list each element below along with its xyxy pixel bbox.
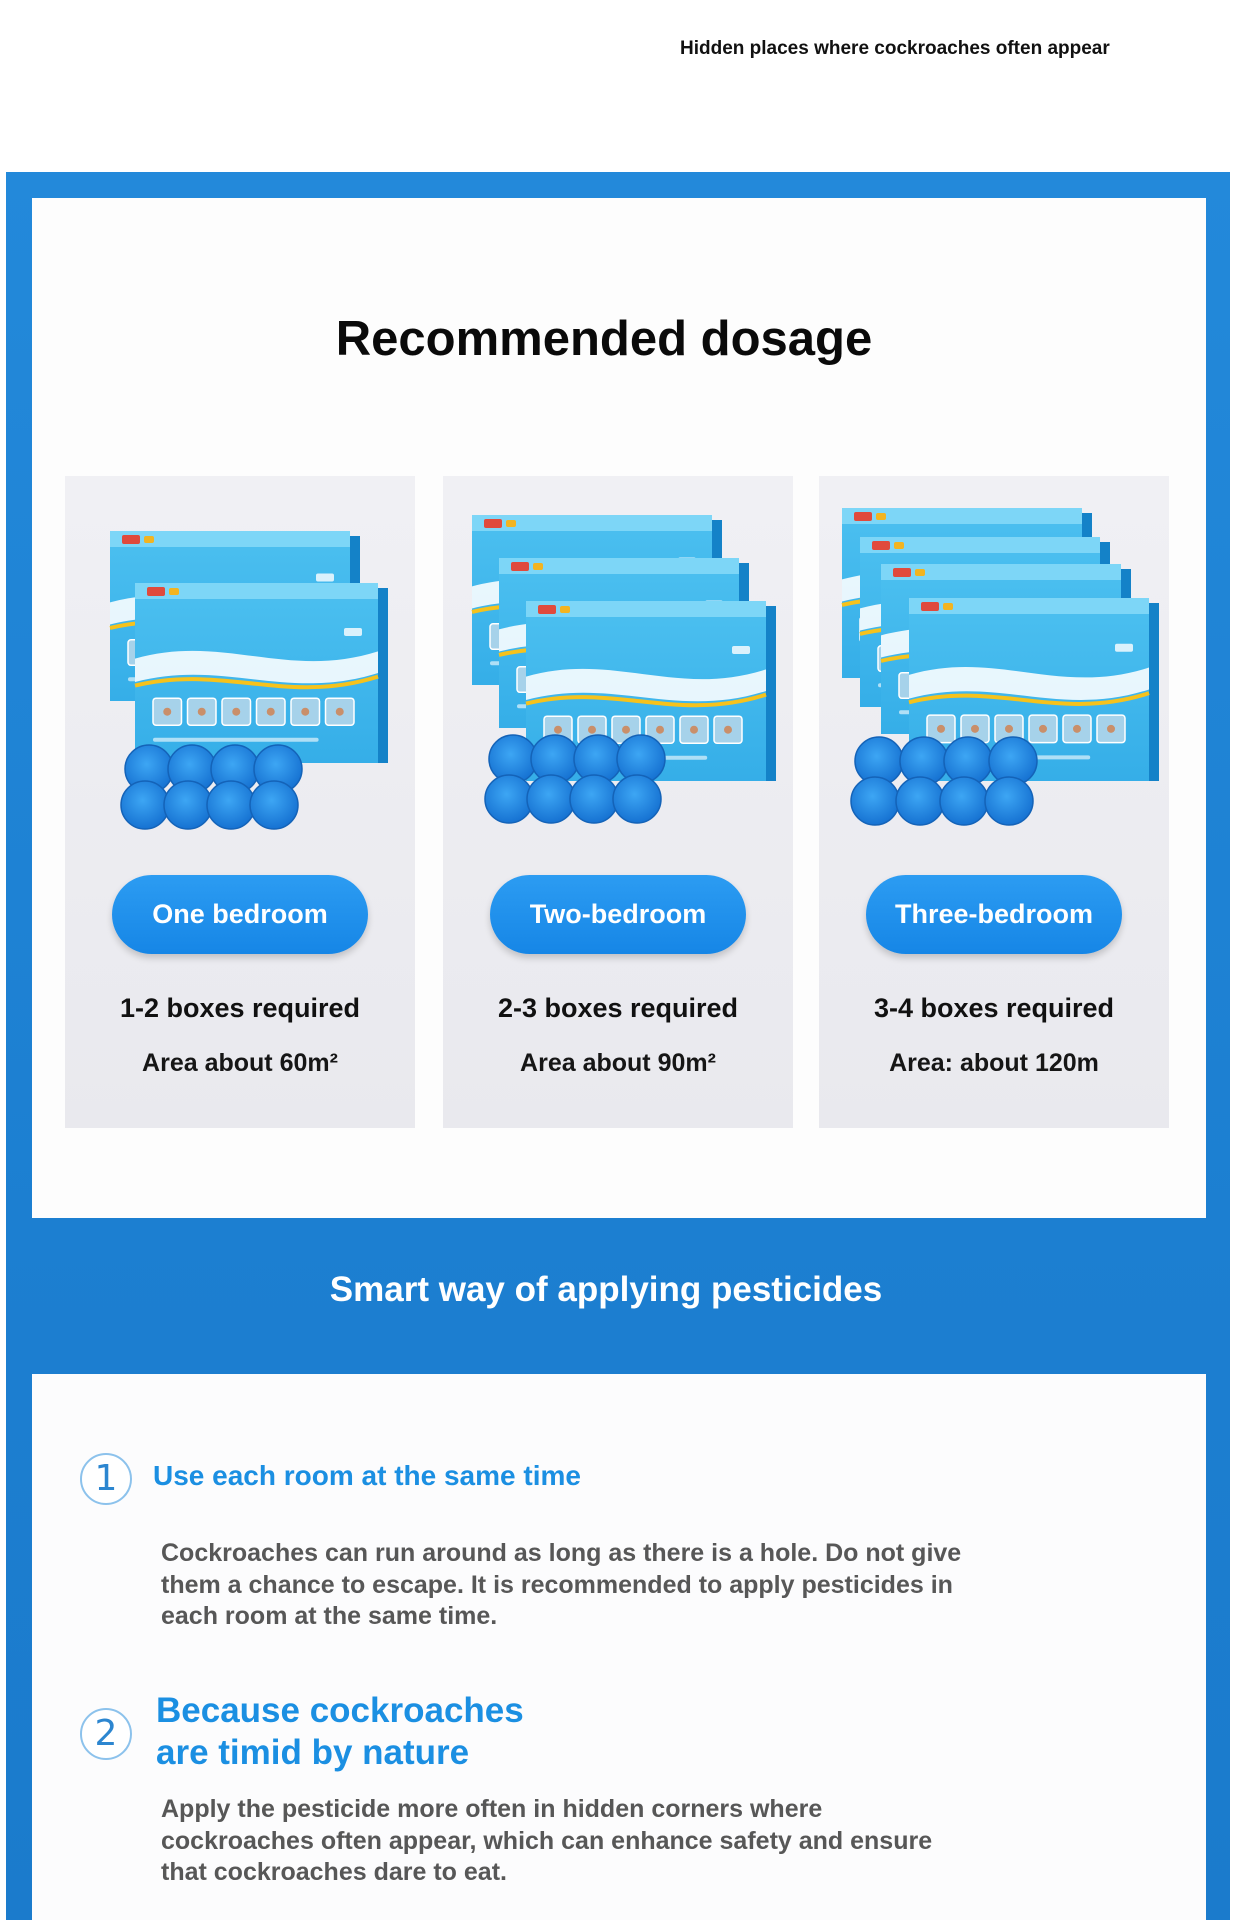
bait-disc [527,775,575,823]
product-image [443,476,793,866]
room-type-pill: Three-bedroom [866,875,1122,954]
bait-disc [250,781,298,829]
tip-title-1 [153,1459,581,1493]
area-text: Area about 60m² [142,1049,338,1077]
tip-title-line: are timid by nature [156,1733,470,1772]
area-text: Area: about 120m [889,1049,1099,1077]
tip-body-line: that cockroaches dare to eat. [161,1858,507,1887]
dosage-card-two-bedroom [443,476,793,1128]
tip-body-line: Apply the pesticide more often in hidden corners where [161,1795,823,1823]
product-image [65,476,415,866]
bait-disc [207,781,255,829]
area-text: Area about 90m² [520,1049,716,1077]
bait-disc [485,775,533,823]
step-number-2: 2 [80,1708,132,1760]
bait-disc [985,777,1033,825]
bait-disc [896,777,944,825]
tip-body-1 [161,1538,961,1633]
tip-title-line: Because cockroaches [156,1691,524,1730]
product-box [135,583,388,763]
tip-body-line: each room at the same time. [161,1602,498,1631]
tip-body-2 [161,1794,932,1889]
smart-application-heading: Smart way of applying pesticides [329,1270,883,1309]
dosage-card-three-bedroom [819,476,1169,1128]
bait-disc [940,777,988,825]
boxes-required: 1-2 boxes required [119,993,361,1023]
dosage-card-one-bedroom [65,476,415,1128]
tip-body-line: Cockroaches can run around as long as there is a hole. Do not give [161,1539,962,1567]
room-type-pill: One bedroom [112,875,368,954]
tip-title-line: Use each room at the same time [153,1460,581,1491]
boxes-required: 2-3 boxes required [497,993,739,1023]
bait-disc [851,777,899,825]
bait-disc [121,781,169,829]
hidden-places-caption: Hidden places where cockroaches often appear [680,38,1110,59]
tip-body-line: cockroaches often appear, which can enhance safety and ensure [161,1826,933,1855]
dosage-title: Recommended dosage [335,312,873,366]
product-image [819,476,1169,866]
bait-disc [164,781,212,829]
bait-disc [570,775,618,823]
tip-body-line: them a chance to escape. It is recommended to apply pesticides in [161,1570,953,1599]
boxes-required: 3-4 boxes required [873,993,1115,1023]
tip-title-2 [156,1690,524,1774]
room-type-pill: Two-bedroom [490,875,746,954]
bait-disc [613,775,661,823]
step-number-1: 1 [80,1453,132,1505]
